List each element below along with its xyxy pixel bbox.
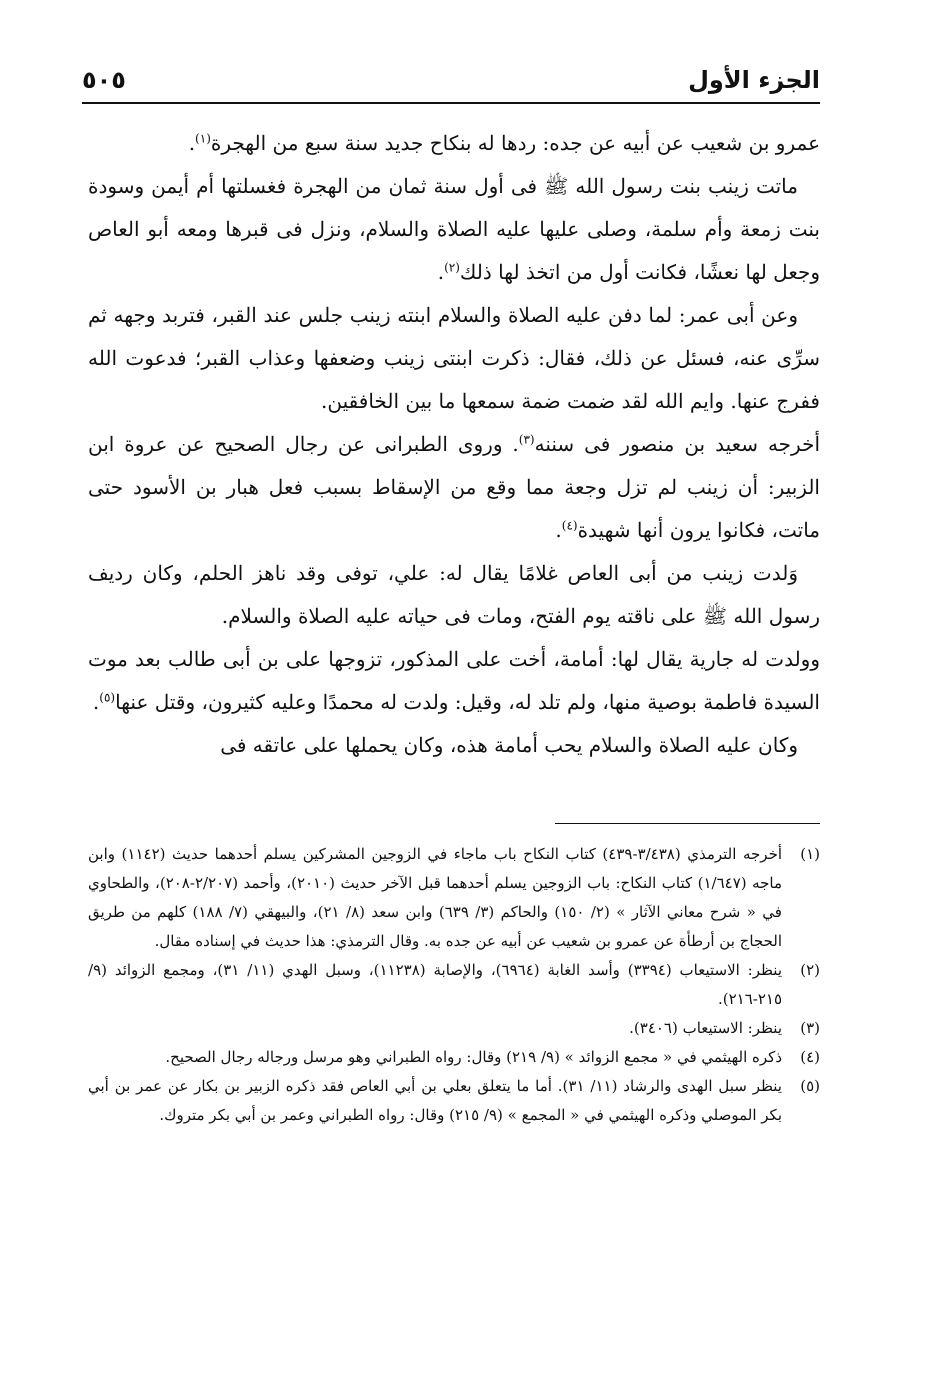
footnote-ref-4: (٤) bbox=[561, 518, 578, 533]
footnote-ref-2: (٢) bbox=[444, 260, 460, 275]
paragraph-6: وولدت له جارية يقال لها: أمامة، أخت على المذكور، تزوجها على بن أبى طالب بعد موت السيدة فاطمة بوصية منها، ولم تلد له، وقيل: ولدت له محمدًا وعليه كثيرون، وقتل عنها$^{(٥)}$. bbox=[88, 647, 820, 714]
running-title: الجزء الأول bbox=[688, 66, 820, 94]
footnote-3 bbox=[88, 1014, 820, 1043]
paragraph-3: وعن أبى عمر: لما دفن عليه الصلاة والسلام ابنته زينب جلس عند القبر، فتربد وجهه ثم سرِّى عنه، فسئل عن ذلك، فقال: ذكرت ابنتى زينب وضعفها وعذاب القبر؛ فدعوت الله ففرج عنها. وايم الله لقد ضمت ضمة سمعها ما بين الخافقين. bbox=[88, 303, 821, 413]
footnote-number: (٣) bbox=[800, 1019, 820, 1037]
paragraph-7: وكان عليه الصلاة والسلام يحب أمامة هذه، وكان يحملها على عاتقه فى bbox=[220, 733, 798, 757]
footnote-text: أخرجه الترمذي (٣/٤٣٨-٤٣٩) كتاب النكاح باب ماجاء في الزوجين المشركين يسلم أحدهما حديث (١١٤٢) وابن ماجه (١/٦٤٧) كتاب النكاح: باب الزوجين يسلم أحدهما قبل الآخر حديث (٢٠١٠)، وأحمد (٢/٢٠٧-٢٠٨)، والطحاوي في « شرح معاني الآثار » (٢/ ١٥٠) والحاكم (٣/ ٦٣٩) وابن سعد (٨/ ٢١)، والبيهقي (٧/ ١٨٨) كلهم من طريق الحجاج بن أرطأة عن عمرو بن شعيب عن أبيه عن جده به. وقال الترمذي: هذا حديث في إسناده مقال. bbox=[88, 845, 783, 950]
page-number: ٥٠٥ bbox=[82, 66, 126, 94]
footnotes bbox=[88, 840, 820, 1130]
footnote-text: ينظر: الاستيعاب (٣٣٩٤) وأسد الغابة (٦٩٦٤)، والإصابة (١١٢٣٨)، وسبل الهدي (١١/ ٣١)، ومجمع الزوائد (٩/ ٢١٥-٢١٦). bbox=[88, 961, 783, 1008]
footnote-number: (٥) bbox=[800, 1077, 820, 1095]
footnote-number: (١) bbox=[800, 845, 820, 863]
footnote-5 bbox=[88, 1072, 820, 1130]
footnote-number: (٤) bbox=[800, 1048, 820, 1066]
footnote-text: ذكره الهيثمي في « مجمع الزوائد » (٩/ ٢١٩) وقال: رواه الطبراني وهو مرسل ورجاله رجال الصحيح. bbox=[165, 1048, 782, 1066]
footnote-1 bbox=[88, 840, 820, 956]
paragraph-2: ماتت زينب بنت رسول الله ﷺ فى أول سنة ثمان من الهجرة فغسلتها أم أيمن وسودة بنت زمعة وأم سلمة، وصلى عليها عليه الصلاة والسلام، ونزل فى قبرها ومعه أبو العاص وجعل لها نعشًا، فكانت أول من اتخذ لها ذلك$^{(٢)}$. bbox=[88, 174, 820, 284]
page-header bbox=[82, 58, 820, 102]
footnote-ref-3: (٣) bbox=[518, 432, 535, 447]
footnote-ref-1: (١) bbox=[195, 131, 211, 146]
header-divider bbox=[82, 102, 820, 104]
footnote-2 bbox=[88, 956, 820, 1014]
paragraph-5: وَلدت زينب من أبى العاص غلامًا يقال له: علي، توفى وقد ناهز الحلم، وكان رديف رسول الله ﷺ على ناقته يوم الفتح، ومات فى حياته عليه الصلاة والسلام. bbox=[88, 561, 820, 628]
footnote-text: ينظر: الاستيعاب (٣٤٠٦). bbox=[629, 1019, 782, 1037]
footnote-4 bbox=[88, 1043, 820, 1072]
footnote-separator bbox=[555, 823, 820, 824]
paragraph-4: أخرجه سعيد بن منصور فى سننه$^{(٣)}$. وروى الطبرانى عن رجال الصحيح عن عروة ابن الزبير: أن زينب لم تزل وجعة مما وقع من الإسقاط بسبب فعل هبار بن الأسود حتى ماتت، فكانوا يرون أنها شهيدة$^{(٤)}$. bbox=[88, 432, 820, 542]
footnote-number: (٢) bbox=[800, 961, 820, 979]
footnote-text: ينظر سبل الهدى والرشاد (١١/ ٣١). أما ما يتعلق بعلي بن أبي العاص فقد ذكره الزبير بن بكار عن عمر بن أبي بكر الموصلي وذكره الهيثمي في « المجمع » (٩/ ٢١٥) وقال: رواه الطبراني وعمر بن أبي بكر متروك. bbox=[88, 1077, 782, 1124]
footnote-ref-5: (٥) bbox=[99, 690, 116, 705]
main-text bbox=[88, 122, 820, 767]
paragraph-1: عمرو بن شعيب عن أبيه عن جده: ردها له بنكاح جديد سنة سبع من الهجرة$^{(١)}$. bbox=[188, 131, 820, 155]
